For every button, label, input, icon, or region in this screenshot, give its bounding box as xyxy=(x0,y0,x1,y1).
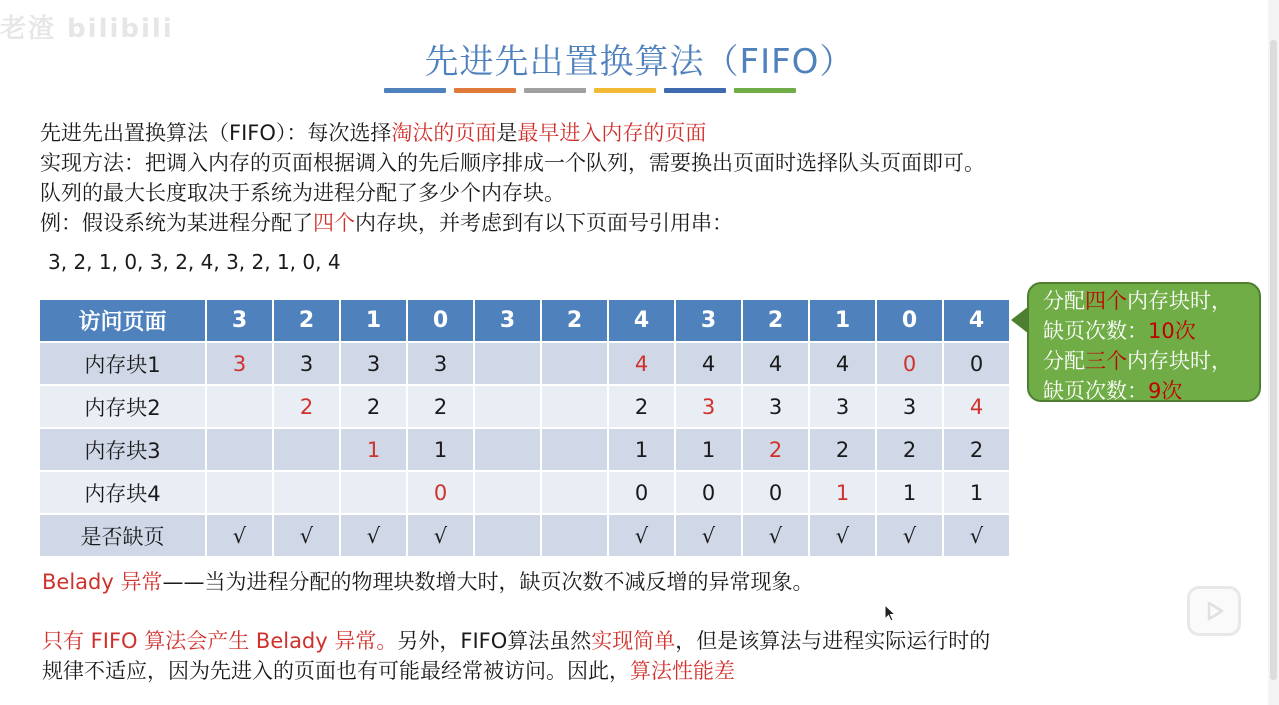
conclusion-block xyxy=(42,626,990,686)
table-cell: 4 xyxy=(742,342,809,385)
example-line xyxy=(40,208,985,238)
table-cell: 2 xyxy=(742,428,809,471)
table-cell xyxy=(273,428,340,471)
conclusion-highlight: 实现简单 xyxy=(591,629,676,653)
table-cell: √ xyxy=(876,514,943,557)
table-cell xyxy=(340,471,407,514)
callout-highlight: 三个 xyxy=(1085,349,1127,373)
table-cell: 2 xyxy=(608,385,675,428)
table-cell xyxy=(474,342,541,385)
definition-prefix: 先进先出置换算法（FIFO）：每次选择 xyxy=(40,121,392,145)
definition-highlight-1: 淘汰的页面 xyxy=(391,121,497,145)
table-cell: √ xyxy=(742,514,809,557)
callout-line-1 xyxy=(1043,286,1259,316)
table-row xyxy=(39,428,1010,471)
play-icon xyxy=(1201,598,1227,624)
table-cell: 1 xyxy=(608,428,675,471)
table-header-label: 访问页面 xyxy=(39,299,206,342)
table-cell: 4 xyxy=(608,342,675,385)
table-cell: 2 xyxy=(943,428,1010,471)
page-access-cell: 2 xyxy=(273,299,340,342)
table-cell: 2 xyxy=(273,385,340,428)
table-cell xyxy=(474,428,541,471)
page-access-cell: 0 xyxy=(407,299,474,342)
table-row xyxy=(39,342,1010,385)
callout-highlight: 9次 xyxy=(1148,379,1183,403)
conclusion-line-2 xyxy=(42,656,990,686)
table-cell: √ xyxy=(675,514,742,557)
table-cell: √ xyxy=(273,514,340,557)
table-cell xyxy=(541,471,608,514)
table-cell xyxy=(206,428,273,471)
table-cell: 1 xyxy=(675,428,742,471)
table-cell: 4 xyxy=(675,342,742,385)
table-cell xyxy=(541,428,608,471)
title-color-bars xyxy=(384,88,796,93)
callout-line-4 xyxy=(1043,376,1259,406)
table-cell xyxy=(206,471,273,514)
title-bar-5 xyxy=(664,88,726,93)
title-bar-6 xyxy=(734,88,796,93)
page-access-cell: 4 xyxy=(608,299,675,342)
table-cell: 0 xyxy=(675,471,742,514)
callout-text: 分配 xyxy=(1043,289,1085,313)
watermark-logo: 老渣 bilibili xyxy=(0,14,174,44)
row-label: 内存块2 xyxy=(39,385,206,428)
table-cell: 3 xyxy=(206,342,273,385)
table-header-row xyxy=(39,299,1010,342)
table-cell xyxy=(474,471,541,514)
table-cell: 1 xyxy=(407,428,474,471)
callout-line-2 xyxy=(1043,316,1259,346)
reference-string: 3, 2, 1, 0, 3, 2, 4, 3, 2, 1, 0, 4 xyxy=(48,250,341,274)
table-cell: 0 xyxy=(943,342,1010,385)
scrollbar-thumb[interactable] xyxy=(1270,40,1277,680)
conclusion-highlight: 只有 FIFO 算法会产生 Belady 异常。 xyxy=(42,629,398,653)
table-cell: 3 xyxy=(876,385,943,428)
table-cell xyxy=(474,385,541,428)
page-access-cell: 1 xyxy=(809,299,876,342)
callout-text: 分配 xyxy=(1043,349,1085,373)
table-cell: 2 xyxy=(809,428,876,471)
table-cell xyxy=(474,514,541,557)
table-cell: 1 xyxy=(809,471,876,514)
implementation-line: 实现方法：把调入内存的页面根据调入的先后顺序排成一个队列，需要换出页面时选择队头页面即可。 xyxy=(40,151,985,175)
fifo-table xyxy=(38,298,1011,558)
table-cell: √ xyxy=(407,514,474,557)
title-bar-1 xyxy=(384,88,446,93)
conclusion-highlight: 算法性能差 xyxy=(630,659,735,683)
table-cell: √ xyxy=(608,514,675,557)
example-suffix: 内存块，并考虑到有以下页面号引用串： xyxy=(355,211,733,235)
fault-count-callout xyxy=(1027,282,1261,402)
table-cell: √ xyxy=(206,514,273,557)
table-cell: √ xyxy=(809,514,876,557)
table-cell: 3 xyxy=(809,385,876,428)
title-bar-2 xyxy=(454,88,516,93)
callout-highlight: 四个 xyxy=(1085,289,1127,313)
callout-text: 缺页次数： xyxy=(1043,319,1148,343)
scrollbar[interactable] xyxy=(1268,0,1279,705)
text-block xyxy=(40,118,985,238)
mouse-pointer-icon xyxy=(884,604,896,622)
title-bar-4 xyxy=(594,88,656,93)
table-row xyxy=(39,471,1010,514)
table-cell xyxy=(541,385,608,428)
slide-title: 先进先出置换算法（FIFO） xyxy=(424,42,855,82)
table-cell: 2 xyxy=(340,385,407,428)
table-cell xyxy=(206,385,273,428)
table-cell: 1 xyxy=(340,428,407,471)
table-cell: 0 xyxy=(742,471,809,514)
table-cell: 4 xyxy=(809,342,876,385)
belady-term: Belady 异常 xyxy=(42,570,163,594)
table-cell xyxy=(273,471,340,514)
table-cell xyxy=(541,342,608,385)
play-button[interactable] xyxy=(1187,586,1241,636)
queue-line: 队列的最大长度取决于系统为进程分配了多少个内存块。 xyxy=(40,181,565,205)
title-bar-3 xyxy=(524,88,586,93)
page-access-cell: 0 xyxy=(876,299,943,342)
row-label: 内存块1 xyxy=(39,342,206,385)
definition-highlight-2: 最早进入内存的页面 xyxy=(517,121,707,145)
page-access-cell: 3 xyxy=(474,299,541,342)
callout-text: 缺页次数： xyxy=(1043,379,1148,403)
example-prefix: 例：假设系统为某进程分配了 xyxy=(40,211,313,235)
callout-line-3 xyxy=(1043,346,1259,376)
table-cell: 2 xyxy=(407,385,474,428)
table-row xyxy=(39,385,1010,428)
table-cell: 4 xyxy=(943,385,1010,428)
row-label: 是否缺页 xyxy=(39,514,206,557)
table-cell: √ xyxy=(340,514,407,557)
page-access-cell: 2 xyxy=(541,299,608,342)
conclusion-text: ，但是该算法与进程实际运行时的 xyxy=(675,629,991,653)
table-cell: 3 xyxy=(273,342,340,385)
table-cell: 3 xyxy=(407,342,474,385)
table-cell: 1 xyxy=(876,471,943,514)
callout-highlight: 10次 xyxy=(1148,319,1196,343)
conclusion-text: 另外，FIFO算法虽然 xyxy=(397,629,592,653)
callout-text: 内存块时， xyxy=(1127,349,1232,373)
row-label: 内存块3 xyxy=(39,428,206,471)
table-cell: √ xyxy=(943,514,1010,557)
table-row xyxy=(39,514,1010,557)
belady-definition xyxy=(42,566,813,596)
table-cell xyxy=(541,514,608,557)
definition-mid: 是 xyxy=(496,121,518,145)
table-cell: 0 xyxy=(407,471,474,514)
callout-text: 内存块时， xyxy=(1127,289,1232,313)
table-cell: 3 xyxy=(742,385,809,428)
table-cell: 3 xyxy=(675,385,742,428)
table-cell: 2 xyxy=(876,428,943,471)
page-access-cell: 3 xyxy=(206,299,273,342)
table-cell: 0 xyxy=(608,471,675,514)
conclusion-text: 规律不适应，因为先进入的页面也有可能最经常被访问。因此， xyxy=(42,659,630,683)
conclusion-line-1 xyxy=(42,626,990,656)
table-cell: 3 xyxy=(340,342,407,385)
page-access-cell: 2 xyxy=(742,299,809,342)
table-cell: 1 xyxy=(943,471,1010,514)
belady-text: ——当为进程分配的物理块数增大时，缺页次数不减反增的异常现象。 xyxy=(162,570,814,594)
definition-line xyxy=(40,118,985,148)
page-access-cell: 4 xyxy=(943,299,1010,342)
row-label: 内存块4 xyxy=(39,471,206,514)
page-access-cell: 3 xyxy=(675,299,742,342)
page-access-cell: 1 xyxy=(340,299,407,342)
table-cell: 0 xyxy=(876,342,943,385)
example-highlight: 四个 xyxy=(313,211,355,235)
